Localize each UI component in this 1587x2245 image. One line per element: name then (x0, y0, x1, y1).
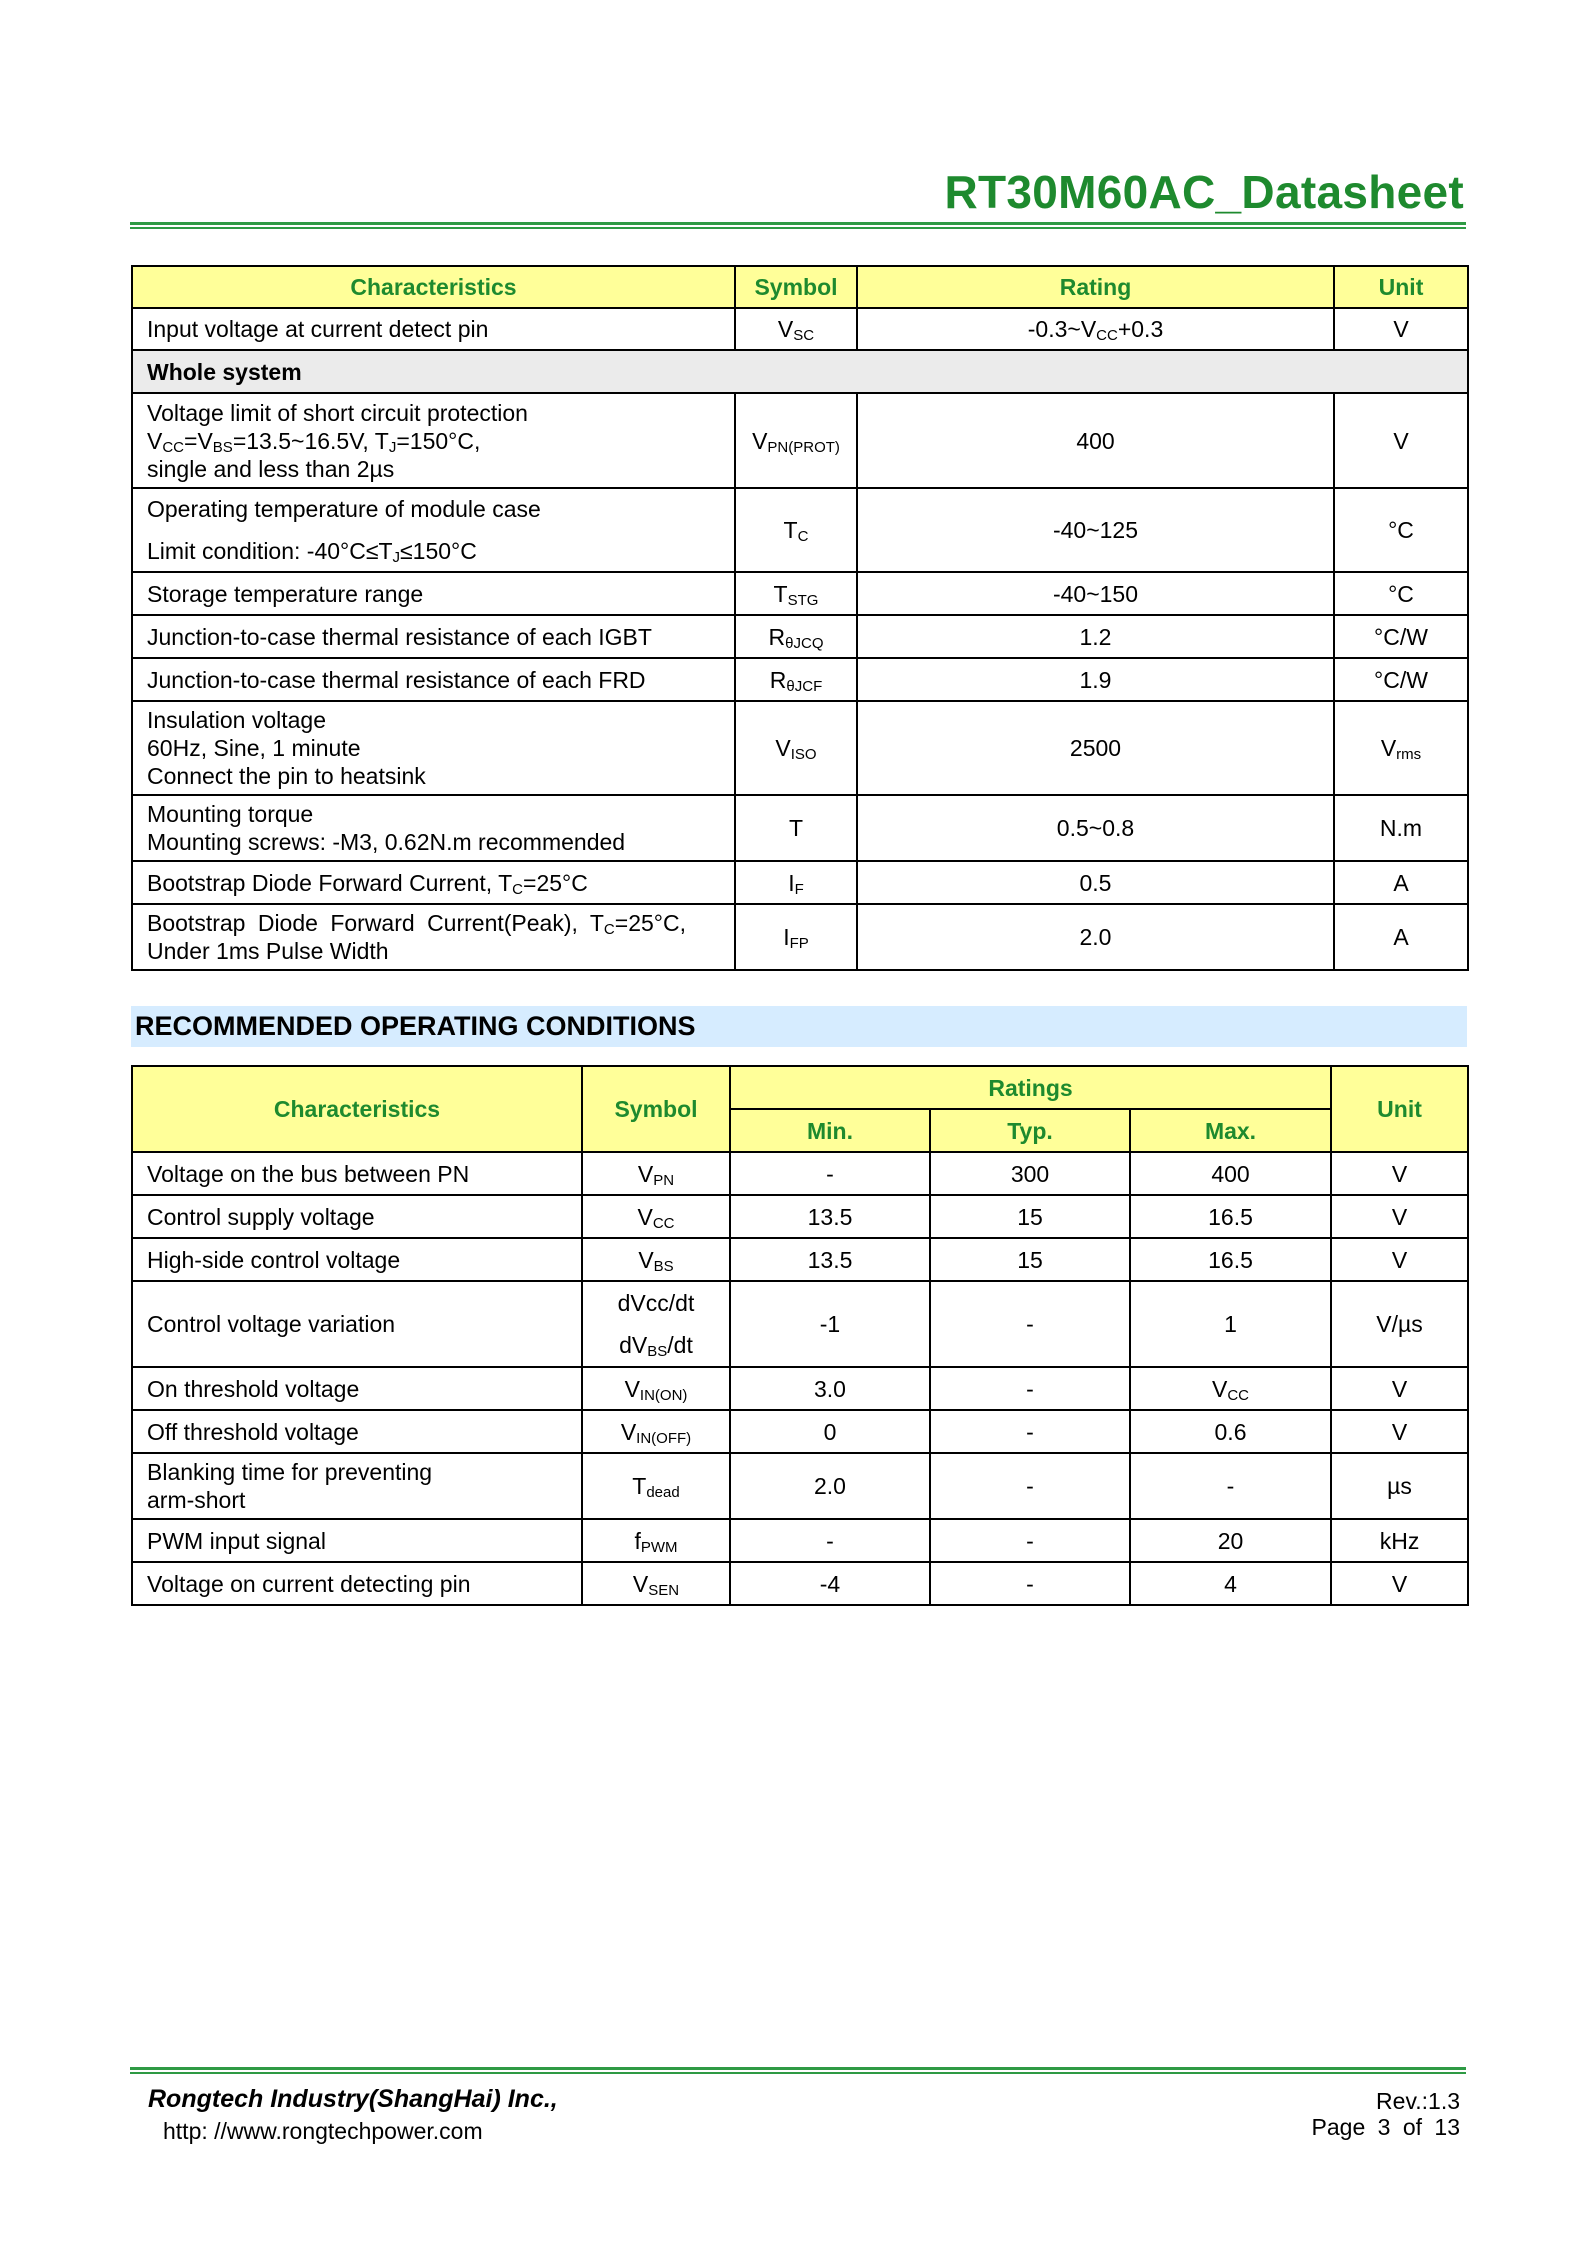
symbol-cell: T (735, 795, 857, 861)
symbol-cell: $I_F$ (735, 861, 857, 904)
section-title-recommended: RECOMMENDED OPERATING CONDITIONS (131, 1006, 1467, 1047)
symbol-cell: $R_{\theta JCF}$ (735, 658, 857, 701)
min-cell: -1 (730, 1281, 930, 1367)
min-cell: - (730, 1519, 930, 1562)
symbol-cell: $T_{dead}$ (582, 1453, 730, 1519)
characteristic-cell: Storage temperature range (132, 572, 735, 615)
max-cell: 16.5 (1130, 1195, 1331, 1238)
typ-cell: - (930, 1410, 1130, 1453)
unit-cell: V (1331, 1367, 1468, 1410)
header-rating: Rating (857, 266, 1334, 308)
characteristic-cell: On threshold voltage (132, 1367, 582, 1410)
symbol-cell: $V_{SEN}$ (582, 1562, 730, 1605)
section-label: Whole system (132, 350, 1468, 393)
rating-cell: $-0.3\sim V_{CC}+0.3$ (857, 308, 1334, 350)
min-cell: 2.0 (730, 1453, 930, 1519)
symbol-cell: $R_{\theta JCQ}$ (735, 615, 857, 658)
footer-rule (130, 2067, 1466, 2076)
characteristic-cell: Voltage on current detecting pin (132, 1562, 582, 1605)
table-row (132, 615, 1468, 658)
symbol-cell: $V_{IN(ON)}$ (582, 1367, 730, 1410)
max-cell: 4 (1130, 1562, 1331, 1605)
unit-cell: °C (1334, 572, 1468, 615)
rating-cell: -40~150 (857, 572, 1334, 615)
footer-revision: Rev.:1.3 (1376, 2088, 1460, 2114)
characteristic-cell: High-side control voltage (132, 1238, 582, 1281)
min-cell: - (730, 1152, 930, 1195)
max-cell: $V_{CC}$ (1130, 1367, 1331, 1410)
table-row (132, 1453, 1468, 1519)
typ-cell: 15 (930, 1195, 1130, 1238)
footer-page-number: Page 3 of 13 (1311, 2114, 1460, 2140)
symbol-cell: $T_C$ (735, 488, 857, 572)
table-row (132, 1519, 1468, 1562)
unit-cell: V (1334, 308, 1468, 350)
typ-cell: 300 (930, 1152, 1130, 1195)
symbol-cell: $V_{IN(OFF)}$ (582, 1410, 730, 1453)
unit-cell: °C/W (1334, 658, 1468, 701)
table-row (132, 1238, 1468, 1281)
header-symbol: Symbol (735, 266, 857, 308)
symbol-cell: dVcc/dt $dV_{BS}/dt$ (582, 1281, 730, 1367)
characteristic-cell: Input voltage at current detect pin (132, 308, 735, 350)
symbol-cell: $V_{PN}$ (582, 1152, 730, 1195)
rating-cell: -40~125 (857, 488, 1334, 572)
rating-cell: 0.5~0.8 (857, 795, 1334, 861)
symbol-cell: $T_{STG}$ (735, 572, 857, 615)
characteristic-cell: Junction-to-case thermal resistance of each FRD (132, 658, 735, 701)
table-row (132, 1281, 1468, 1367)
characteristic-cell: Bootstrap Diode Forward Current(Peak), $T_C=25^\circ C$, Under 1ms Pulse Width (132, 904, 735, 970)
header-max: Max. (1130, 1109, 1331, 1152)
min-cell: -4 (730, 1562, 930, 1605)
unit-cell: A (1334, 861, 1468, 904)
header-min: Min. (730, 1109, 930, 1152)
table-row (132, 904, 1468, 970)
max-cell: 20 (1130, 1519, 1331, 1562)
symbol-cell: $V_{PN(PROT)}$ (735, 393, 857, 488)
table-header-row (132, 1066, 1468, 1109)
page-title: RT30M60AC_Datasheet (944, 166, 1464, 218)
symbol-cell: $V_{CC}$ (582, 1195, 730, 1238)
symbol-cell: $I_{FP}$ (735, 904, 857, 970)
min-cell: 3.0 (730, 1367, 930, 1410)
typ-cell: 15 (930, 1238, 1130, 1281)
characteristic-cell: Bootstrap Diode Forward Current, $T_C=25^\circ C$ (132, 861, 735, 904)
max-cell: 0.6 (1130, 1410, 1331, 1453)
characteristic-cell: Control voltage variation (132, 1281, 582, 1367)
unit-cell: V/µs (1331, 1281, 1468, 1367)
footer-url: http: //www.rongtechpower.com (163, 2118, 483, 2144)
rating-cell: 1.9 (857, 658, 1334, 701)
table-row (132, 701, 1468, 795)
max-cell: 400 (1130, 1152, 1331, 1195)
table-row (132, 658, 1468, 701)
table-row (132, 1195, 1468, 1238)
typ-cell: - (930, 1367, 1130, 1410)
header-rule (130, 222, 1466, 231)
min-cell: 0 (730, 1410, 930, 1453)
rating-cell: 1.2 (857, 615, 1334, 658)
typ-cell: - (930, 1519, 1130, 1562)
table-row (132, 795, 1468, 861)
header-unit: Unit (1334, 266, 1468, 308)
typ-cell: - (930, 1453, 1130, 1519)
section-row (132, 350, 1468, 393)
unit-cell: kHz (1331, 1519, 1468, 1562)
table-row (132, 393, 1468, 488)
table-row (132, 1367, 1468, 1410)
unit-cell: °C (1334, 488, 1468, 572)
rating-cell: 2500 (857, 701, 1334, 795)
characteristic-cell: Junction-to-case thermal resistance of each IGBT (132, 615, 735, 658)
unit-cell: V (1334, 393, 1468, 488)
characteristic-cell: Off threshold voltage (132, 1410, 582, 1453)
recommended-conditions-table (131, 1065, 1469, 1606)
unit-cell: V (1331, 1152, 1468, 1195)
max-cell: - (1130, 1453, 1331, 1519)
unit-cell: A (1334, 904, 1468, 970)
absolute-ratings-table (131, 265, 1469, 971)
header-ratings: Ratings (730, 1066, 1331, 1109)
unit-cell: µs (1331, 1453, 1468, 1519)
rating-cell: 2.0 (857, 904, 1334, 970)
characteristic-cell: PWM input signal (132, 1519, 582, 1562)
rating-cell: 400 (857, 393, 1334, 488)
table-row (132, 1410, 1468, 1453)
header-symbol: Symbol (582, 1066, 730, 1152)
unit-cell: °C/W (1334, 615, 1468, 658)
typ-cell: - (930, 1562, 1130, 1605)
characteristic-cell: Control supply voltage (132, 1195, 582, 1238)
characteristic-cell: Insulation voltage 60Hz, Sine, 1 minute Connect the pin to heatsink (132, 701, 735, 795)
typ-cell: - (930, 1281, 1130, 1367)
header-characteristics: Characteristics (132, 1066, 582, 1152)
table-row (132, 308, 1468, 350)
table-header-row (132, 266, 1468, 308)
unit-cell: V (1331, 1562, 1468, 1605)
unit-cell: V (1331, 1410, 1468, 1453)
rating-cell: 0.5 (857, 861, 1334, 904)
unit-cell: N.m (1334, 795, 1468, 861)
table-row (132, 488, 1468, 572)
unit-cell: V (1331, 1238, 1468, 1281)
table-row (132, 1562, 1468, 1605)
symbol-cell: $V_{BS}$ (582, 1238, 730, 1281)
max-cell: 1 (1130, 1281, 1331, 1367)
symbol-cell: $V_{ISO}$ (735, 701, 857, 795)
characteristic-cell: Voltage limit of short circuit protection $V_{CC}=V_{BS}=13.5\sim 16.5V$, $T_J=150^\circ C$, single and less than 2µs (132, 393, 735, 488)
unit-cell: V (1331, 1195, 1468, 1238)
table-row (132, 861, 1468, 904)
table-row (132, 572, 1468, 615)
characteristic-cell: Mounting torque Mounting screws: -M3, 0.62N.m recommended (132, 795, 735, 861)
table-row (132, 1152, 1468, 1195)
header-characteristics: Characteristics (132, 266, 735, 308)
header-unit: Unit (1331, 1066, 1468, 1152)
min-cell: 13.5 (730, 1238, 930, 1281)
characteristic-cell: Voltage on the bus between PN (132, 1152, 582, 1195)
symbol-cell: $V_{SC}$ (735, 308, 857, 350)
unit-cell: $V_{rms}$ (1334, 701, 1468, 795)
footer-company: Rongtech Industry(ShangHai) Inc., (148, 2085, 558, 2113)
header-typ: Typ. (930, 1109, 1130, 1152)
max-cell: 16.5 (1130, 1238, 1331, 1281)
min-cell: 13.5 (730, 1195, 930, 1238)
symbol-cell: $f_{PWM}$ (582, 1519, 730, 1562)
characteristic-cell: Blanking time for preventing arm-short (132, 1453, 582, 1519)
characteristic-cell: Operating temperature of module case Limit condition: $-40^\circ C\le T_J\le 150^\circ C$ (132, 488, 735, 572)
